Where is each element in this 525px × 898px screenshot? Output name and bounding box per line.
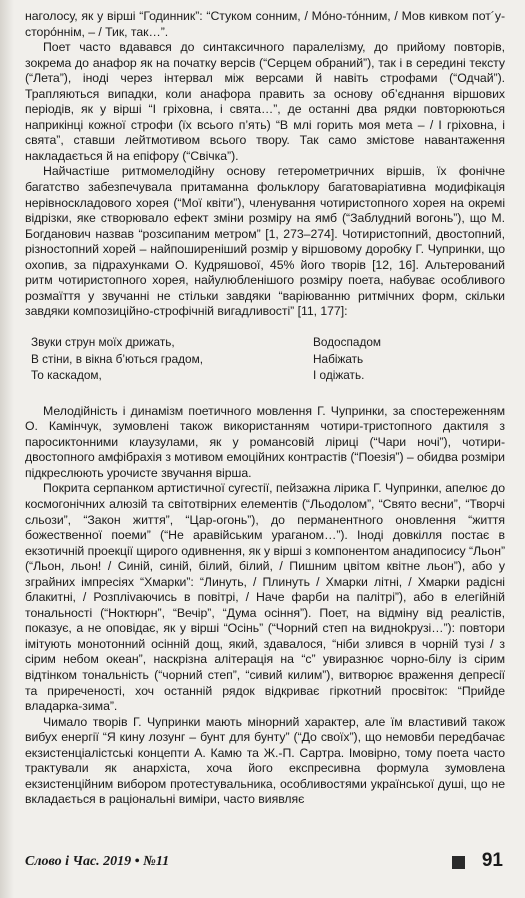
poem-quote	[31, 334, 505, 384]
poem-column-right	[313, 334, 493, 384]
poem-line: Набіжать	[313, 351, 364, 366]
poem-line: То каскадом,	[31, 368, 102, 383]
page-footer	[25, 848, 505, 878]
poem-line: І одіжать.	[313, 368, 365, 383]
paragraph: Чимало творів Г. Чупринки мають мінорний характер, але їм властивий також вибух енергії “Я кину лозунг – бунт для бунту” (“До своїх”), що немовби передбачає екзистенціалістські концепти А. Камю та Ж.-П. Сартра. Імовірно, тому поета часто трактували як анархіста, хоча його експресивна формула зумовлена екзистенційним вибором протестувальника, особливостями української душі, що не вкладається в раціональні виміри, часто виявляє	[25, 714, 505, 807]
page-number: 91	[481, 850, 503, 871]
paragraph: Покрита серпанком артистичної сугестії, пейзажна лірика Г. Чупринки, апелює до космогонічних алюзій та світотвірних елементів (“Льодолом”, “Свято весни”, “Творчі сльози”, “Закон життя”, “Цар-огонь”), до перманентного оновлення “життя божественної поеми” (“Не аравійським ураганом…”). Іноді довкілля постає в екзотичній проекції щирого одивнення, як у вірші з компонентом анадипосису “Льон” (“Льон, льон! / Синій, синій, білий, білий, / Пишним цвітом квітне льон”), або у згрaйних імпресіях “Хмарки”: “Линуть, / Плинуть / Хмарки літні, / Хмарки радісні блакитні, / Розплivaючись в повітрі, / Наче фарби на палітрі”), або в елегійній тональності (“Ноктюрн”, “Вечір”, “Дума осіння”). Поет, на відміну від реалістів, показує, а не оповідає, як у вірші “Осінь” (“Чорний степ на видноkрузі…”): повтори імітують монотонний осінній дощ, який, здавалося, “ніби злився в чорній тузі / з сірим небом океан”, наскрізна алітерація на “с” увиразнює чорно-білу із сірим відтінком тональність (“чорний степ”, “сивий килим”), витворює враження депресії та приреченості, хоч останній рядок відкриває гіркотний просвіток: “Прийде владарка-зима”.	[25, 481, 505, 714]
article-body	[25, 9, 505, 808]
journal-title: Слово і Час. 2019 • №11	[25, 854, 170, 869]
page-edge-shadow	[0, 0, 14, 898]
poem-line: Водоспадом	[313, 334, 382, 349]
poem-line: Звуки струн моїх дрижать,	[31, 334, 175, 349]
square-marker-icon	[452, 856, 465, 869]
paragraph: Найчастіше ритмомелодійну основу гетерометричних віршів, їх фонічне багатство забезпечувала притаманна фольклору багатоваріативна модифікація нерівноскладового хорея (“Мої квіти”), членування чотиристопного хорея на окремі відрізки, яке створювало ефект зміни розміру на ямб (“Заблудний вогонь”), що М. Богданович назвав “розсипаним метром” [1, 273–274]. Чотиристопний, двостопний, різностопний хорей – найпоширеніший розмір у віршовому доробку Г. Чупринки, що охопив, за підрахунками О. Кудряшової, 45% його творів [12, 16]. Альтерований ритм чотиристопного хорея, найулюбленішого розміру поета, набуває особливого розмаїття у звучанні не стільки завдяки “варіюванню ритмічних форм, скільки завдяки композиційно-строфічній вигадливості” [11, 177]:	[25, 164, 505, 319]
paragraph: Поет часто вдавався до синтаксичного паралелізму, до прийому повторів, зокрема до анафор як на початку версів (“Серцем обраний”), так і в середині тексту (“Лета”), іноді через інтервал між версами й навіть строфами (“Одчай”). Трапляються випадки, коли анафора править за основу об’єднання віршових періодів, як у вірші “І гріховна, і свята…”, де останні два рядки повторюються наприкінці кожної строфи (їх всього п’ять) “В млі горить моя мета – / І гріховна, і свята”, ставши лейтмотивом всього твору. Так само змістове навантаження накладається й на епіфору (“Свічка”).	[25, 40, 505, 163]
paragraph: Мелодійність і динамізм поетичного мовлення Г. Чупринки, за спостереженням О. Камінчук, зумовлені також використанням чотири-тристопного дактиля з паросиктонними клаузулами, як у романсовій ліриці (“Чари ночі”), чотири-двостопного амфібрахія з мотивом емоційних контрастів (“Поезія”) – обидва розміри підкреслюють урочисте звучання вірша.	[25, 403, 505, 480]
poem-line: В стіни, в вікна б’ються градом,	[31, 351, 204, 366]
poem-column-left	[31, 334, 313, 384]
paragraph: наголосу, як у вірші “Годинник”: “Стуком сонним, / Мо́но-то́нним, / Мов кивком пот´у-сторо́ннім, – / Тик, так…”.	[25, 9, 505, 39]
